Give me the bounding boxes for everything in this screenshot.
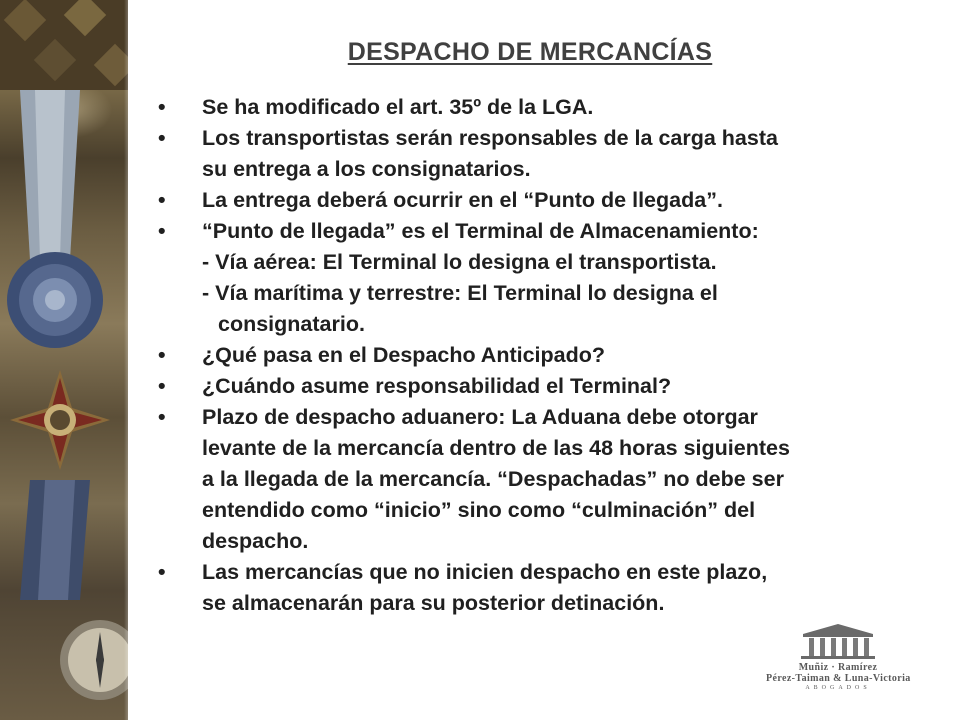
bullet-line: ¿Qué pasa en el Despacho Anticipado? — [202, 343, 606, 367]
slide-title: DESPACHO DE MERCANCÍAS — [347, 38, 713, 66]
bullet-line: se almacenarán para su posterior detinación. — [202, 591, 665, 615]
bullet-line: consignatario. — [218, 312, 365, 336]
bullet-line: entendido como “inicio” sino como “culminación” del — [202, 498, 756, 522]
bullet-glyph: • — [158, 126, 166, 150]
logo-line-1: Muñiz · Ramírez — [798, 662, 878, 673]
columns-building-icon — [799, 622, 877, 662]
bullet-line: Plazo de despacho aduanero: La Aduana debe otorgar — [202, 405, 758, 429]
bullet-item — [152, 216, 942, 340]
image-fade — [100, 0, 128, 720]
bullet-glyph: • — [158, 188, 166, 212]
bullet-glyph: • — [158, 343, 166, 367]
bullet-item — [152, 185, 942, 216]
bullet-line: Las mercancías que no inicien despacho en este plazo, — [202, 560, 768, 584]
bullet-line: ¿Cuándo asume responsabilidad el Terminal? — [202, 374, 672, 398]
bullet-line: Se ha modificado el art. 35º de la LGA. — [202, 95, 594, 119]
bullet-line: La entrega deberá ocurrir en el “Punto de llegada”. — [202, 188, 723, 212]
bullet-item — [152, 340, 942, 371]
logo-line-3: ABOGADOS — [805, 685, 871, 691]
bullet-item — [152, 557, 942, 619]
bullet-line: su entrega a los consignatarios. — [202, 157, 531, 181]
bullet-item — [152, 402, 942, 557]
bullet-list — [152, 92, 942, 619]
bullet-item — [152, 123, 942, 185]
bullet-line: despacho. — [202, 529, 309, 553]
logo-line-2: Pérez-Taiman & Luna-Victoria — [766, 673, 911, 684]
decorative-medals-image — [0, 0, 128, 720]
bullet-glyph: • — [158, 95, 166, 119]
bullet-line: - Vía marítima y terrestre: El Terminal lo designa el — [202, 281, 718, 305]
bullet-glyph: • — [158, 374, 166, 398]
bullet-line: - Vía aérea: El Terminal lo designa el transportista. — [202, 250, 717, 274]
bullet-line: levante de la mercancía dentro de las 48 horas siguientes — [202, 436, 790, 460]
bullet-line: Los transportistas serán responsables de la carga hasta — [202, 126, 778, 150]
bullet-item — [152, 92, 942, 123]
bullet-line: a la llegada de la mercancía. “Despachadas” no debe ser — [202, 467, 784, 491]
bullet-item — [152, 371, 942, 402]
bullet-glyph: • — [158, 219, 166, 243]
law-firm-logo — [766, 622, 910, 708]
bullet-line: “Punto de llegada” es el Terminal de Almacenamiento: — [202, 219, 759, 243]
bullet-glyph: • — [158, 560, 166, 584]
bullet-glyph: • — [158, 405, 166, 429]
